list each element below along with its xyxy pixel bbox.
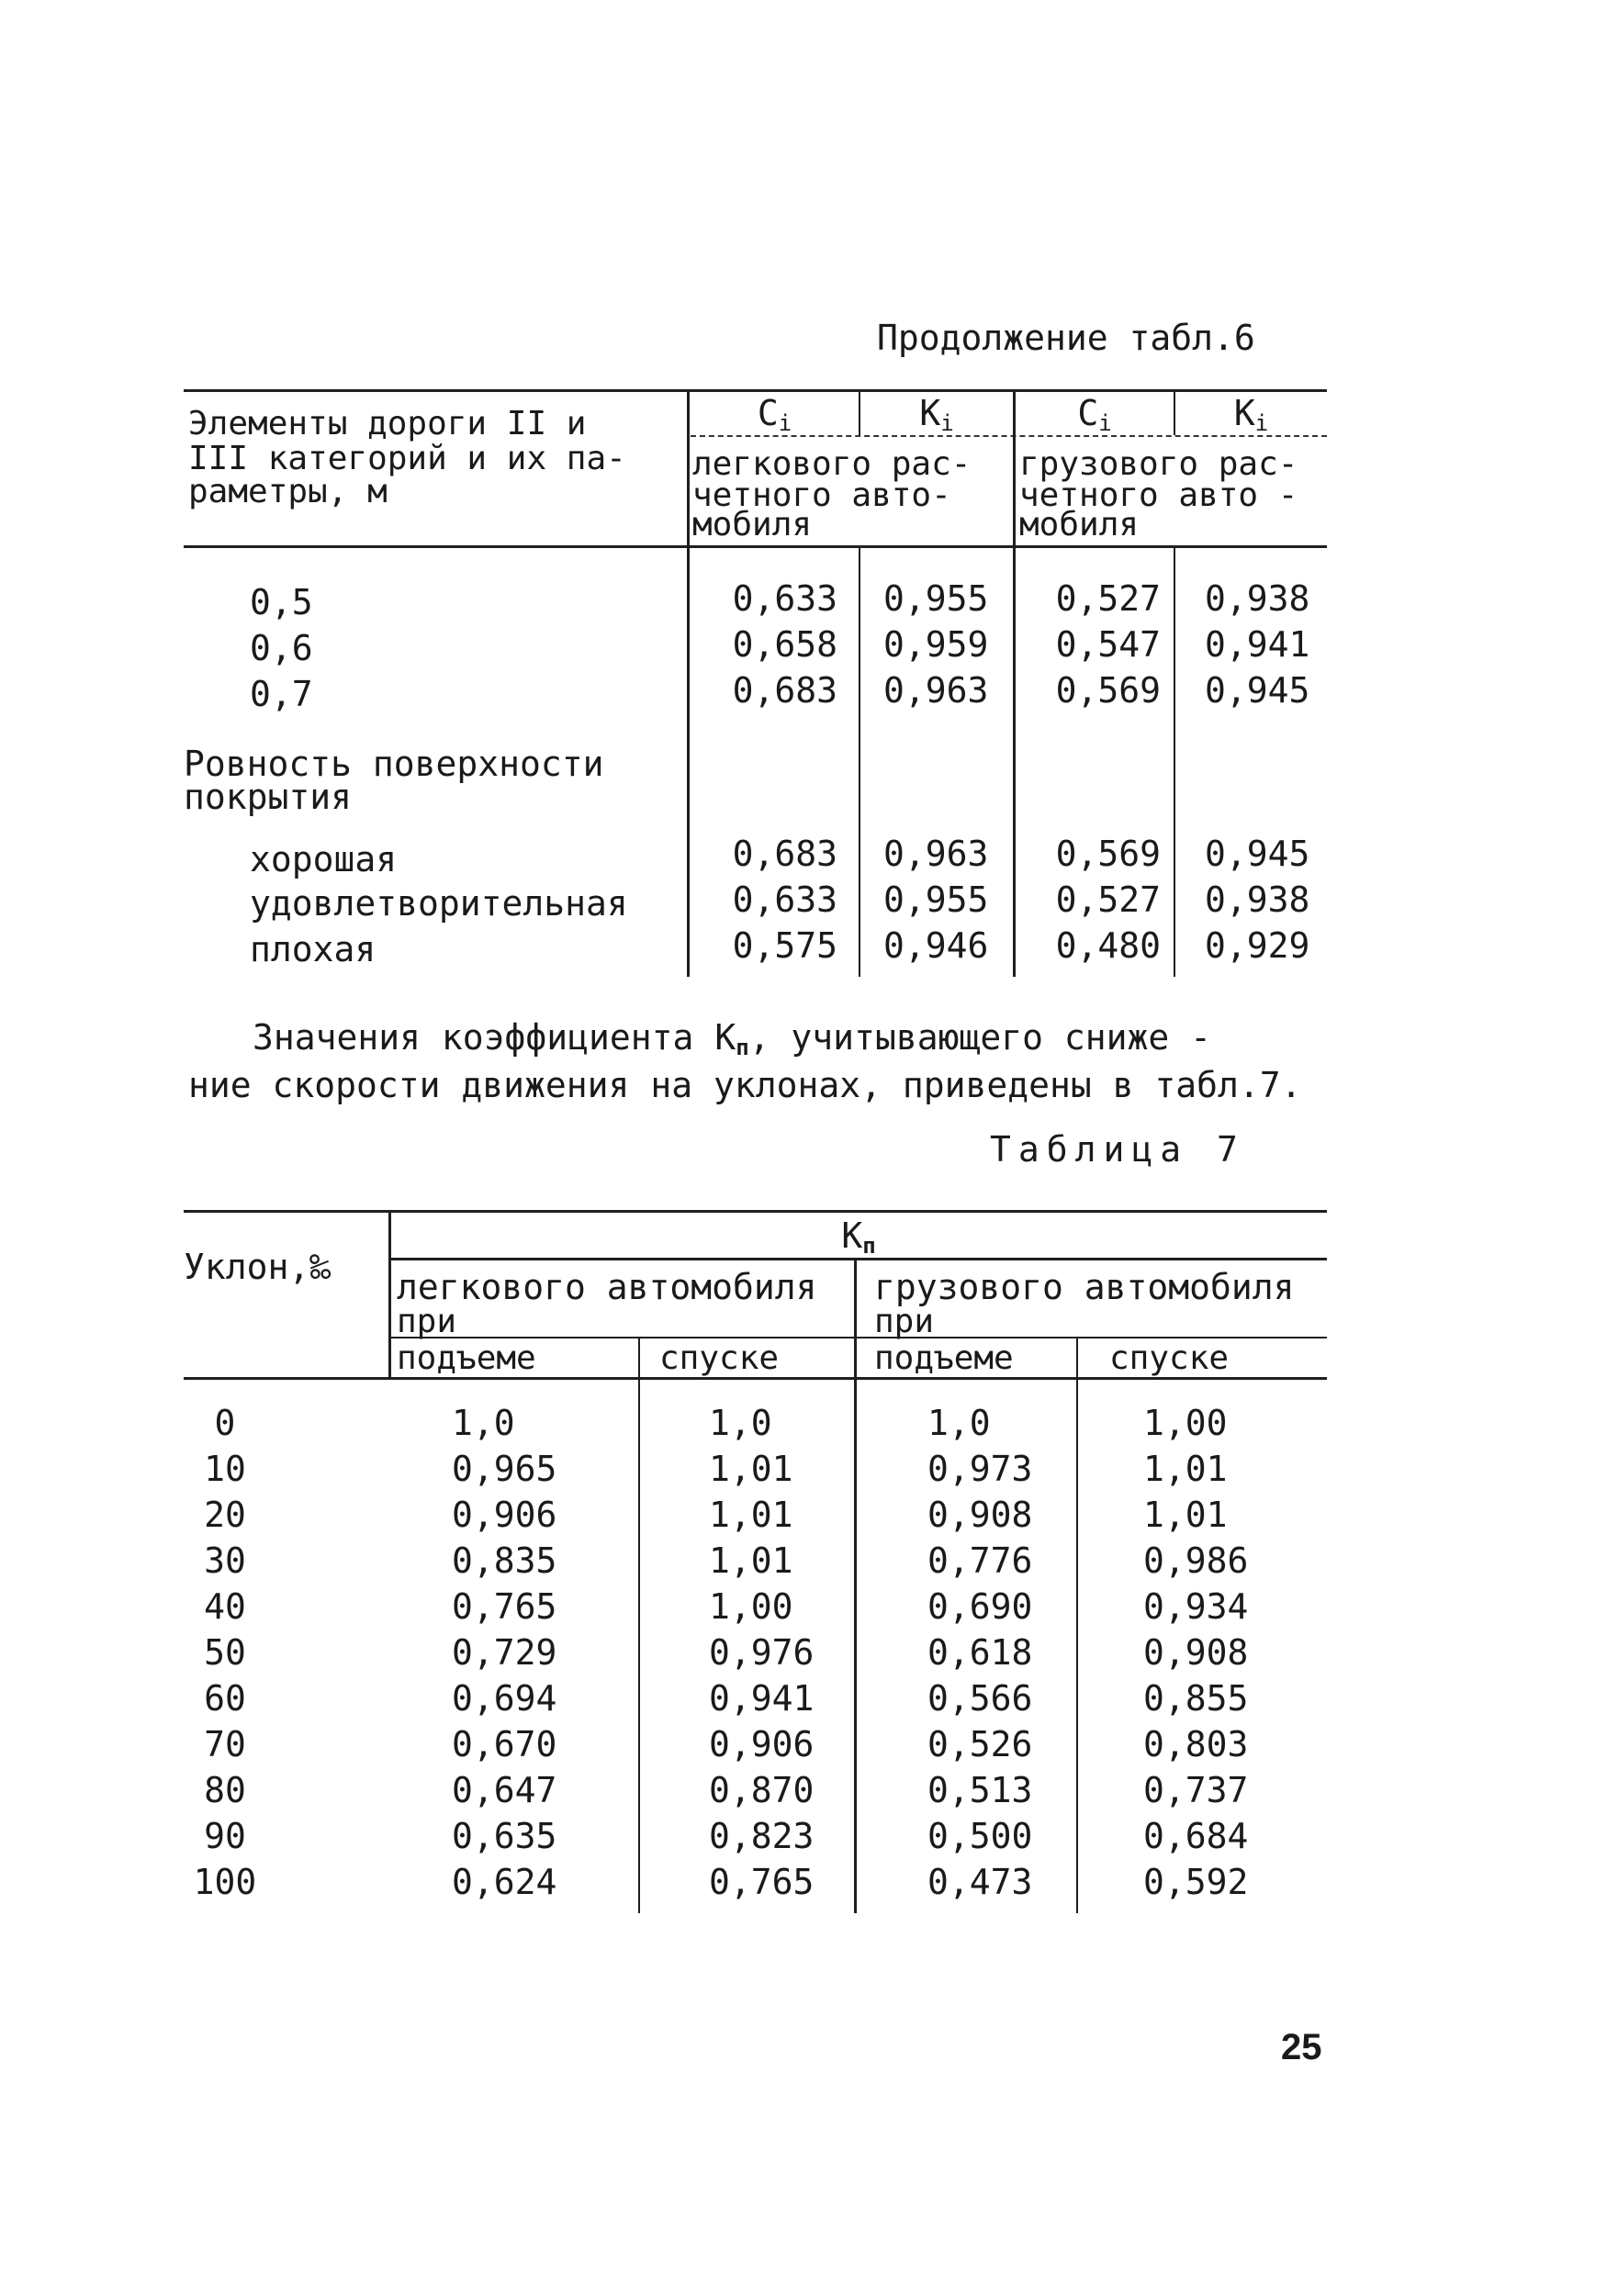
symbol-k-car: $K_i$	[919, 393, 954, 436]
cell-value: 0,618	[927, 1632, 1033, 1673]
group-header-line: легкового рас-	[692, 445, 972, 483]
symbol-k-truck: $K_i$	[1233, 393, 1269, 436]
group-header-line: легкового автомобиля	[397, 1267, 817, 1307]
slope-cell: 40	[204, 1586, 246, 1627]
group-header-line: при	[874, 1303, 935, 1340]
group-header-line: мобиля	[1019, 506, 1140, 543]
slope-cell: 20	[204, 1495, 246, 1535]
continuation-title: Продолжение табл.6	[877, 318, 1255, 358]
cell-value: 0,683	[732, 834, 837, 874]
cell-value: 0,635	[452, 1816, 557, 1856]
symbol-c-car: $C_i$	[757, 393, 792, 436]
table6-vline-4b	[1174, 545, 1175, 977]
cell-value: 0,569	[1055, 670, 1161, 711]
slope-cell: 10	[204, 1449, 246, 1489]
table6-top-rule	[184, 389, 1327, 392]
cell-value: 1,0	[452, 1403, 515, 1443]
group-header-line: при	[397, 1303, 457, 1340]
row-header-line: раметры, м	[188, 473, 388, 510]
table7-vline-3	[854, 1258, 857, 1913]
symbol-c-truck: $C_i$	[1077, 393, 1112, 436]
cell-value: 0,945	[1205, 670, 1310, 711]
cell-value: 0,592	[1143, 1862, 1249, 1902]
cell-value: 0,690	[927, 1586, 1033, 1627]
cell-value: 0,647	[452, 1770, 557, 1810]
cell-value: 0,803	[1143, 1724, 1249, 1764]
cell-value: 0,929	[1205, 925, 1310, 966]
table7-group-rule	[390, 1337, 1327, 1338]
group-header-line: мобиля	[692, 506, 813, 543]
group-header-line: четного авто -	[1019, 476, 1298, 514]
row-header-line: III категорий и их па-	[188, 440, 626, 477]
cell-value: 0,955	[883, 578, 989, 619]
cell-value: 0,526	[927, 1724, 1033, 1764]
table6-vline-2b	[859, 545, 860, 977]
row-label: плохая	[250, 929, 376, 969]
cell-value: 0,946	[883, 925, 989, 966]
cell-value: 0,934	[1143, 1586, 1249, 1627]
row-label: 0,6	[250, 628, 313, 668]
subheader-ascent-truck: подъеме	[874, 1339, 1014, 1377]
slope-cell: 100	[193, 1862, 257, 1902]
cell-value: 0,480	[1055, 925, 1161, 966]
cell-value: 0,765	[452, 1586, 557, 1627]
cell-value: 0,684	[1143, 1816, 1249, 1856]
cell-value: 0,908	[927, 1495, 1033, 1535]
cell-value: 0,941	[1205, 624, 1310, 665]
cell-value: 1,01	[1143, 1495, 1228, 1535]
paragraph-line-2: ние скорости движения на уклонах, приведены в табл.7.	[188, 1065, 1302, 1105]
cell-value: 0,729	[452, 1632, 557, 1673]
page-number: 25	[1281, 2027, 1322, 2067]
cell-value: 0,670	[452, 1724, 557, 1764]
kn-symbol: $K_п$	[714, 1017, 749, 1060]
cell-value: 0,633	[732, 879, 837, 920]
cell-value: 0,624	[452, 1862, 557, 1902]
table7-top-rule	[184, 1210, 1327, 1213]
slope-cell: 60	[204, 1678, 246, 1719]
cell-value: 0,976	[709, 1632, 815, 1673]
cell-value: 0,500	[927, 1816, 1033, 1856]
cell-value: 0,941	[709, 1678, 815, 1719]
cell-value: 0,737	[1143, 1770, 1249, 1810]
cell-value: 0,870	[709, 1770, 815, 1810]
subheader-descent-car: спуске	[659, 1339, 780, 1377]
group-header-line: грузового автомобиля	[874, 1267, 1295, 1307]
cell-value: 0,973	[927, 1449, 1033, 1489]
cell-value: 0,765	[709, 1862, 815, 1902]
cell-value: 1,01	[709, 1449, 793, 1489]
table6-header-rule	[184, 545, 1327, 548]
table7-header-rule	[184, 1377, 1327, 1380]
cell-value: 1,01	[709, 1495, 793, 1535]
cell-value: 0,938	[1205, 879, 1310, 920]
cell-value: 0,835	[452, 1540, 557, 1581]
cell-value: 0,527	[1055, 578, 1161, 619]
slope-cell: 70	[204, 1724, 246, 1764]
cell-value: 0,965	[452, 1449, 557, 1489]
group-header-line: грузового рас-	[1019, 445, 1298, 483]
cell-value: 0,906	[709, 1724, 815, 1764]
cell-value: 1,0	[927, 1403, 991, 1443]
cell-value: 0,855	[1143, 1678, 1249, 1719]
row-label: 0,5	[250, 582, 313, 622]
cell-value: 0,823	[709, 1816, 815, 1856]
cell-value: 0,575	[732, 925, 837, 966]
section-label-line: покрытия	[184, 777, 353, 817]
cell-value: 0,694	[452, 1678, 557, 1719]
row-label: 0,7	[250, 674, 313, 714]
cell-value: 0,566	[927, 1678, 1033, 1719]
cell-value: 0,473	[927, 1862, 1033, 1902]
table7-vline-4	[1076, 1337, 1078, 1913]
cell-value: 0,938	[1205, 578, 1310, 619]
table6-vline-1	[687, 389, 690, 977]
cell-value: 1,00	[709, 1586, 793, 1627]
cell-value: 0,963	[883, 670, 989, 711]
slope-cell: 90	[204, 1816, 246, 1856]
cell-value: 1,0	[709, 1403, 772, 1443]
cell-value: 1,01	[1143, 1449, 1228, 1489]
cell-value: 0,527	[1055, 879, 1161, 920]
cell-value: 0,547	[1055, 624, 1161, 665]
cell-value: 0,776	[927, 1540, 1033, 1581]
row-header-line: Элементы дороги II и	[188, 405, 587, 442]
cell-value: 0,945	[1205, 834, 1310, 874]
subheader-ascent-car: подъеме	[397, 1339, 536, 1377]
cell-value: 0,658	[732, 624, 837, 665]
cell-value: 0,955	[883, 879, 989, 920]
cell-value: 0,986	[1143, 1540, 1249, 1581]
cell-value: 0,569	[1055, 834, 1161, 874]
slope-cell: 80	[204, 1770, 246, 1810]
table7-title: Таблица 7	[990, 1129, 1245, 1170]
cell-value: 0,959	[883, 624, 989, 665]
slope-cell: 30	[204, 1540, 246, 1581]
slope-cell: 50	[204, 1632, 246, 1673]
section-label-line: Ровность поверхности	[184, 744, 604, 784]
group-header-line: четного авто-	[692, 476, 951, 514]
subheader-descent-truck: спуске	[1109, 1339, 1230, 1377]
table7-vline-2	[638, 1337, 640, 1913]
table7-kn-header: $K_п$	[841, 1215, 876, 1259]
cell-value: 1,01	[709, 1540, 793, 1581]
cell-value: 0,906	[452, 1495, 557, 1535]
paragraph-line-1: Значения коэффициента $K_п$, учитывающего сниже -	[253, 1017, 1211, 1060]
table7-row-header: Уклон,‰	[184, 1247, 331, 1287]
row-label: удовлетворительная	[250, 883, 628, 924]
cell-value: 0,513	[927, 1770, 1033, 1810]
cell-value: 0,683	[732, 670, 837, 711]
cell-value: 0,963	[883, 834, 989, 874]
slope-cell: 0	[214, 1403, 236, 1443]
cell-value: 1,00	[1143, 1403, 1228, 1443]
cell-value: 0,633	[732, 578, 837, 619]
row-label: хорошая	[250, 839, 398, 879]
cell-value: 0,908	[1143, 1632, 1249, 1673]
